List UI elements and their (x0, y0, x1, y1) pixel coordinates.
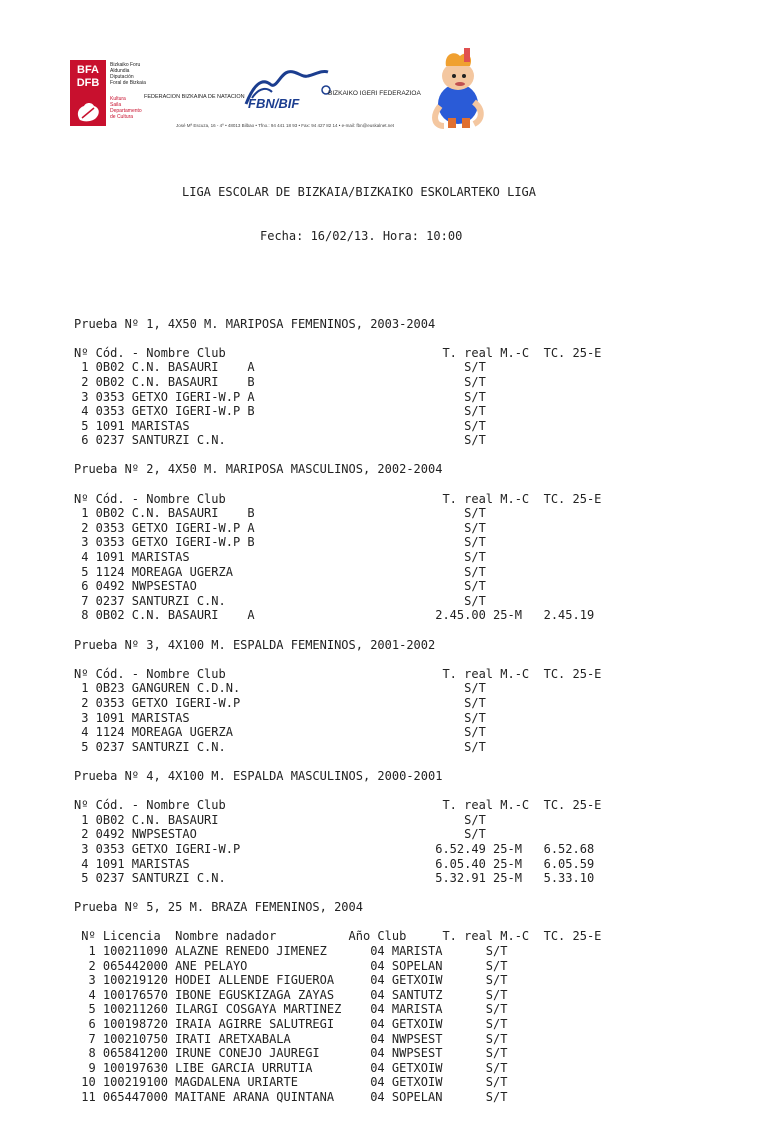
spacer (74, 477, 601, 492)
result-row: 2 0B02 C.N. BASAURI B S/T (74, 374, 486, 389)
result-row: 1 100211090 ALAZNE RENEDO JIMENEZ 04 MARISTA S/T (74, 944, 508, 959)
spacer (74, 331, 601, 346)
spacer (74, 623, 601, 638)
result-row: 5 0237 SANTURZI C.N. S/T (74, 739, 486, 754)
result-row: 5 1124 MOREAGA UGERZA S/T (74, 564, 486, 579)
result-row: 5 0237 SANTURZI C.N. 5.32.91 25-M 5.33.10 (74, 871, 595, 886)
result-row: 1 0B02 C.N. BASAURI S/T (74, 812, 486, 827)
result-row: 11 065447000 MAITANE ARANA QUINTANA 04 SOPELAN S/T (74, 1090, 508, 1104)
events-list (74, 317, 601, 1120)
result-row: 3 100219120 HODEI ALLENDE FIGUEROA 04 GETXOIW S/T (74, 973, 508, 988)
event-title: Prueba Nº 5, 25 M. BRAZA FEMENINOS, 2004 (74, 900, 363, 915)
result-row: 6 100198720 IRAIA AGIRRE SALUTREGI 04 GETXOIW S/T (74, 1017, 508, 1032)
spacer (74, 886, 601, 901)
spacer (74, 448, 601, 463)
spacer (74, 652, 601, 667)
federation-address: José Mª Escuza, 16 - 4º • 48013 Bilbao • Tfno.: 94 441 18 93 • Fax: 94 427 82 14 • e-mail: fbn@euskalnet.net (176, 123, 394, 128)
federation-name-es: FEDERACION BIZKAINA DE NATACION (144, 94, 245, 100)
event-column-header: Nº Cód. - Nombre Club T. real M.-C TC. 25-E (74, 798, 602, 813)
result-row: 9 100197630 LIBE GARCIA URRUTIA 04 GETXOIW S/T (74, 1060, 508, 1075)
result-row: 3 0353 GETXO IGERI-W.P 6.52.49 25-M 6.52.68 (74, 841, 595, 856)
oak-leaf-icon (74, 100, 102, 124)
result-row: 4 1124 MOREAGA UGERZA S/T (74, 725, 486, 740)
result-row: 1 0B02 C.N. BASAURI A S/T (74, 360, 486, 375)
result-row: 4 100176570 IBONE EGUSKIZAGA ZAYAS 04 SANTUTZ S/T (74, 987, 508, 1002)
institution-name: Bizkaiko Foru Aldundia Diputación Foral de Bizkaia (110, 62, 146, 86)
result-row: 2 0353 GETXO IGERI-W.P S/T (74, 695, 486, 710)
result-row: 4 1091 MARISTAS S/T (74, 550, 486, 565)
event-title: Prueba Nº 2, 4X50 M. MARIPOSA MASCULINOS, 2002-2004 (74, 462, 443, 477)
result-row: 3 1091 MARISTAS S/T (74, 710, 486, 725)
result-row: 3 0353 GETXO IGERI-W.P B S/T (74, 535, 486, 550)
result-row: 8 065841200 IRUNE CONEJO JAUREGI 04 NWPSEST S/T (74, 1046, 508, 1061)
event-title: Prueba Nº 1, 4X50 M. MARIPOSA FEMENINOS, 2003-2004 (74, 316, 436, 331)
result-row: 5 100211260 ILARGI COSGAYA MARTINEZ 04 MARISTA S/T (74, 1002, 508, 1017)
result-row: 2 0353 GETXO IGERI-W.P A S/T (74, 520, 486, 535)
event-column-header: Nº Cód. - Nombre Club T. real M.-C TC. 25-E (74, 491, 602, 506)
result-row: 7 0237 SANTURZI C.N. S/T (74, 593, 486, 608)
result-row: 7 100210750 IRATI ARETXABALA 04 NWPSEST S/T (74, 1031, 508, 1046)
event-title: Prueba Nº 3, 4X100 M. ESPALDA FEMENINOS, 2001-2002 (74, 637, 436, 652)
doc-title: LIGA ESCOLAR DE BIZKAIA/BIZKAIKO ESKOLARTEKO LIGA (182, 185, 537, 200)
event-column-header: Nº Licencia Nombre nadador Año Club T. real M.-C TC. 25-E (74, 929, 602, 944)
letterhead (70, 52, 470, 134)
spacer (74, 784, 601, 799)
result-row: 8 0B02 C.N. BASAURI A 2.45.00 25-M 2.45.19 (74, 608, 595, 623)
department-name: Kultura Saila Departamento de Cultura (110, 96, 142, 120)
federation-name-eu: BIZKAIKO IGERI FEDERAZIOA (328, 90, 421, 97)
result-row: 6 0492 NWPSESTAO S/T (74, 579, 486, 594)
result-row: 5 1091 MARISTAS S/T (74, 418, 486, 433)
event-column-header: Nº Cód. - Nombre Club T. real M.-C TC. 25-E (74, 345, 602, 360)
results-document (74, 156, 601, 1134)
event-title: Prueba Nº 4, 4X100 M. ESPALDA MASCULINOS, 2000-2001 (74, 768, 443, 783)
result-row: 4 1091 MARISTAS 6.05.40 25-M 6.05.59 (74, 856, 595, 871)
federation-logo-text: FBN/BIF (248, 96, 300, 111)
spacer (74, 915, 601, 930)
result-row: 6 0237 SANTURZI C.N. S/T (74, 433, 486, 448)
result-row: 2 065442000 ANE PELAYO 04 SOPELAN S/T (74, 958, 508, 973)
result-row: 1 0B02 C.N. BASAURI B S/T (74, 506, 486, 521)
event-column-header: Nº Cód. - Nombre Club T. real M.-C TC. 25-E (74, 666, 602, 681)
spacer (74, 1105, 601, 1120)
mascot-illustration (424, 46, 488, 132)
spacer (74, 754, 601, 769)
result-row: 4 0353 GETXO IGERI-W.P B S/T (74, 404, 486, 419)
bfa-logo (70, 60, 106, 126)
result-row: 2 0492 NWPSESTAO S/T (74, 827, 486, 842)
bfa-label: BFA DFB (76, 64, 100, 89)
doc-date: Fecha: 16/02/13. Hora: 10:00 (260, 228, 463, 243)
result-row: 10 100219100 MAGDALENA URIARTE 04 GETXOIW S/T (74, 1075, 508, 1090)
result-row: 1 0B23 GANGUREN C.D.N. S/T (74, 681, 486, 696)
result-row: 3 0353 GETXO IGERI-W.P A S/T (74, 389, 486, 404)
